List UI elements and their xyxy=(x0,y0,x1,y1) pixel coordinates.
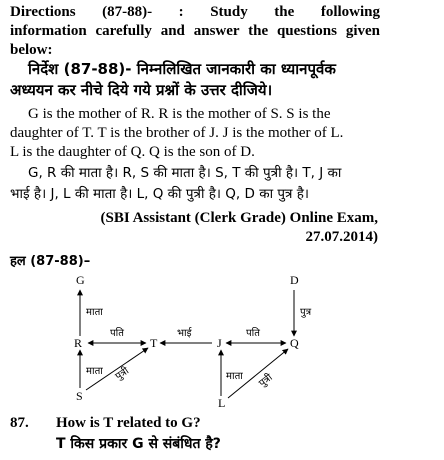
edge-label-g-r: माता xyxy=(86,307,103,318)
passage-english-line-2: daughter of T. T is the brother of J. J is the mother of L. xyxy=(10,125,344,141)
node-d: D xyxy=(290,273,299,287)
edge-label-r-s: माता xyxy=(86,366,103,377)
directions-english-line-2: information carefully and answer the questions given xyxy=(10,23,380,39)
edge-label-d-q: पुत्र xyxy=(300,307,312,318)
edge-label-r-t: पति xyxy=(110,328,124,339)
edge-label-l-q: पुत्री xyxy=(257,372,275,390)
passage-hindi-line-2: भाई है। J, L की माता है। L, Q की पुत्री है। Q, D का पुत्र है। xyxy=(10,186,310,202)
source-line-2: 27.07.2014) xyxy=(305,229,378,245)
edge-label-s-t: पुत्री xyxy=(113,365,132,383)
node-g: G xyxy=(76,273,85,287)
node-t: T xyxy=(150,336,158,350)
edge-label-t-j: भाई xyxy=(177,328,192,339)
edge-label-j-q: पति xyxy=(246,328,260,339)
node-s: S xyxy=(76,389,83,403)
solution-label: हल (87-88)– xyxy=(10,254,91,269)
directions-hindi-line-2: अध्ययन कर नीचे दिये गये प्रश्नों के उत्तर दीजिये। xyxy=(10,81,273,99)
directions-english-line-1: Directions (87-88)- : Study the following xyxy=(10,4,380,20)
question-english: How is T related to G? xyxy=(56,415,201,431)
node-q: Q xyxy=(290,336,299,350)
family-tree-diagram xyxy=(0,268,444,413)
directions-english-line-3: below: xyxy=(10,42,53,58)
edge-label-j-l: माता xyxy=(226,371,243,382)
node-l: L xyxy=(218,396,226,410)
source-line-1: (SBI Assistant (Clerk Grade) Online Exam, xyxy=(100,210,378,226)
passage-hindi-line-1: G, R की माता है। R, S की माता है। S, T की पुत्री है। T, J का xyxy=(28,165,342,181)
passage-english-line-3: L is the daughter of Q. Q is the son of D. xyxy=(10,144,255,160)
question-number: 87. xyxy=(10,415,29,431)
question-hindi: T किस प्रकार G से संबंधित है? xyxy=(56,436,221,452)
directions-hindi-line-1: निर्देश (87-88)- निम्नलिखित जानकारी का ध्यानपूर्वक xyxy=(28,60,336,78)
node-j: J xyxy=(217,336,222,350)
node-r: R xyxy=(74,336,83,350)
passage-english-line-1: G is the mother of R. R is the mother of S. S is the xyxy=(28,106,331,122)
